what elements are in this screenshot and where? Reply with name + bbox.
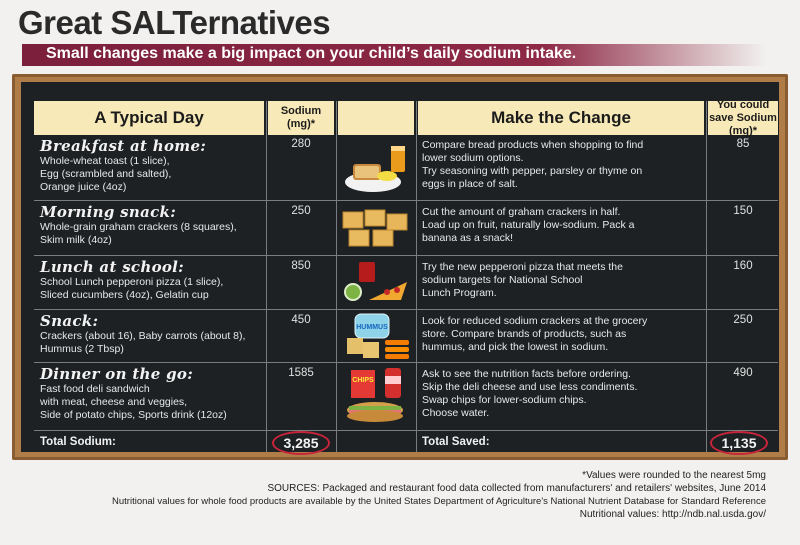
tip-line: lower sodium options. (422, 152, 524, 164)
divider (416, 101, 417, 452)
meal-heading: Lunch at school: (40, 258, 185, 276)
nutrition-line: Nutritional values for whole food products are available by the United States Department of Agriculture's National Nutrient Database for Standard Reference (112, 496, 766, 507)
save-value: 150 (733, 205, 753, 217)
save-value: 490 (733, 367, 753, 379)
tip-line: Load up on fruit, naturally low-sodium. Pack a (422, 219, 635, 231)
meal-heading: Morning snack: (40, 203, 177, 221)
meal-item: Sliced cucumbers (4oz), Gelatin cup (40, 289, 209, 301)
header-sodium: Sodium (mg)* (268, 101, 334, 135)
tip-line: Try the new pepperoni pizza that meets the (422, 261, 623, 273)
header-make-change: Make the Change (418, 101, 704, 135)
meal-item: Crackers (about 16), Baby carrots (about 8), (40, 330, 246, 342)
header-typical-day: A Typical Day (34, 101, 264, 135)
change-tip (422, 315, 704, 354)
tip-line: Try seasoning with pepper, parsley or thyme on (422, 165, 643, 177)
table-row (40, 312, 264, 356)
tip-line: hummus, and pick the lowest in sodium. (422, 341, 609, 353)
change-tip (422, 139, 704, 191)
chalkboard-frame (12, 74, 788, 460)
footnote: *Values were rounded to the nearest 5mg (582, 470, 766, 481)
meal-heading: Breakfast at home: (40, 137, 207, 155)
save-value: 250 (733, 314, 753, 326)
sodium-value: 1585 (288, 367, 314, 379)
graham-crackers-icon (341, 206, 411, 257)
nutrition-link[interactable]: Nutritional values: http://ndb.nal.usda.gov/ (579, 509, 766, 520)
chips-label: CHIPS (352, 377, 374, 384)
meal-heading: Dinner on the go: (40, 365, 194, 383)
hummus-label: HUMMUS (356, 324, 388, 331)
meal-item: Hummus (2 Tbsp) (40, 343, 124, 355)
tip-line: banana as a snack! (422, 232, 514, 244)
meal-item: Orange juice (4oz) (40, 181, 127, 193)
tip-line: Swap chips for lower-sodium chips. (422, 394, 587, 406)
tip-line: Skip the deli cheese and use less condiments. (422, 381, 638, 393)
sodium-value: 450 (291, 314, 311, 326)
meal-item: Egg (scrambled and salted), (40, 168, 172, 180)
tip-line: Lunch Program. (422, 287, 497, 299)
tip-line: Cut the amount of graham crackers in half. (422, 206, 621, 218)
total-sodium-value: 3,285 (272, 431, 330, 455)
header-could-save: You could save Sodium (mg)* (709, 98, 777, 137)
tip-line: Ask to see the nutrition facts before ordering. (422, 368, 631, 380)
total-saved-label: Total Saved: (422, 436, 490, 448)
divider (336, 101, 337, 452)
meal-item: Whole-grain graham crackers (8 squares), (40, 221, 237, 233)
sodium-value: 280 (291, 138, 311, 150)
table-row (40, 203, 264, 247)
meal-heading: Snack: (40, 312, 99, 330)
tip-line: eggs in place of salt. (422, 178, 518, 190)
table-row (40, 365, 264, 422)
sodium-value: 850 (291, 260, 311, 272)
tip-line: sodium targets for National School (422, 274, 583, 286)
tip-line: Choose water. (422, 407, 490, 419)
save-value: 160 (733, 260, 753, 272)
total-saved-value: 1,135 (710, 431, 768, 455)
tip-line: store. Compare brands of products, such as (422, 328, 627, 340)
meal-item: Whole-wheat toast (1 slice), (40, 155, 170, 167)
table-row (40, 258, 264, 302)
chalkboard (21, 82, 779, 452)
header-image-column (338, 101, 414, 135)
meal-item: Skim milk (4oz) (40, 234, 112, 246)
save-value: 85 (736, 138, 750, 150)
sandwich-chips-icon (341, 366, 411, 433)
meal-item: Side of potato chips, Sports drink (12oz) (40, 409, 227, 421)
meal-item: School Lunch pepperoni pizza (1 slice), (40, 276, 224, 288)
meal-item: with meat, cheese and veggies, (40, 396, 188, 408)
hummus-crackers-icon (341, 312, 411, 367)
table-row (40, 137, 264, 194)
pizza-slice-icon (341, 260, 411, 311)
sodium-value: 250 (291, 205, 311, 217)
change-tip (422, 206, 704, 245)
subtitle: Small changes make a big impact on your child’s daily sodium intake. (46, 45, 577, 62)
total-sodium-label: Total Sodium: (40, 436, 116, 448)
change-tip (422, 261, 704, 300)
sources-line: SOURCES: Packaged and restaurant food data collected from manufacturers' and retailers' websites, June 2014 (267, 483, 766, 494)
breakfast-plate-icon (341, 142, 411, 202)
tip-line: Compare bread products when shopping to find (422, 139, 644, 151)
meal-item: Fast food deli sandwich (40, 383, 150, 395)
divider (706, 101, 707, 452)
divider (266, 101, 267, 452)
tip-line: Look for reduced sodium crackers at the grocery (422, 315, 648, 327)
subtitle-banner (22, 44, 766, 66)
change-tip (422, 368, 704, 420)
page-title: Great SALTernatives (18, 4, 331, 41)
